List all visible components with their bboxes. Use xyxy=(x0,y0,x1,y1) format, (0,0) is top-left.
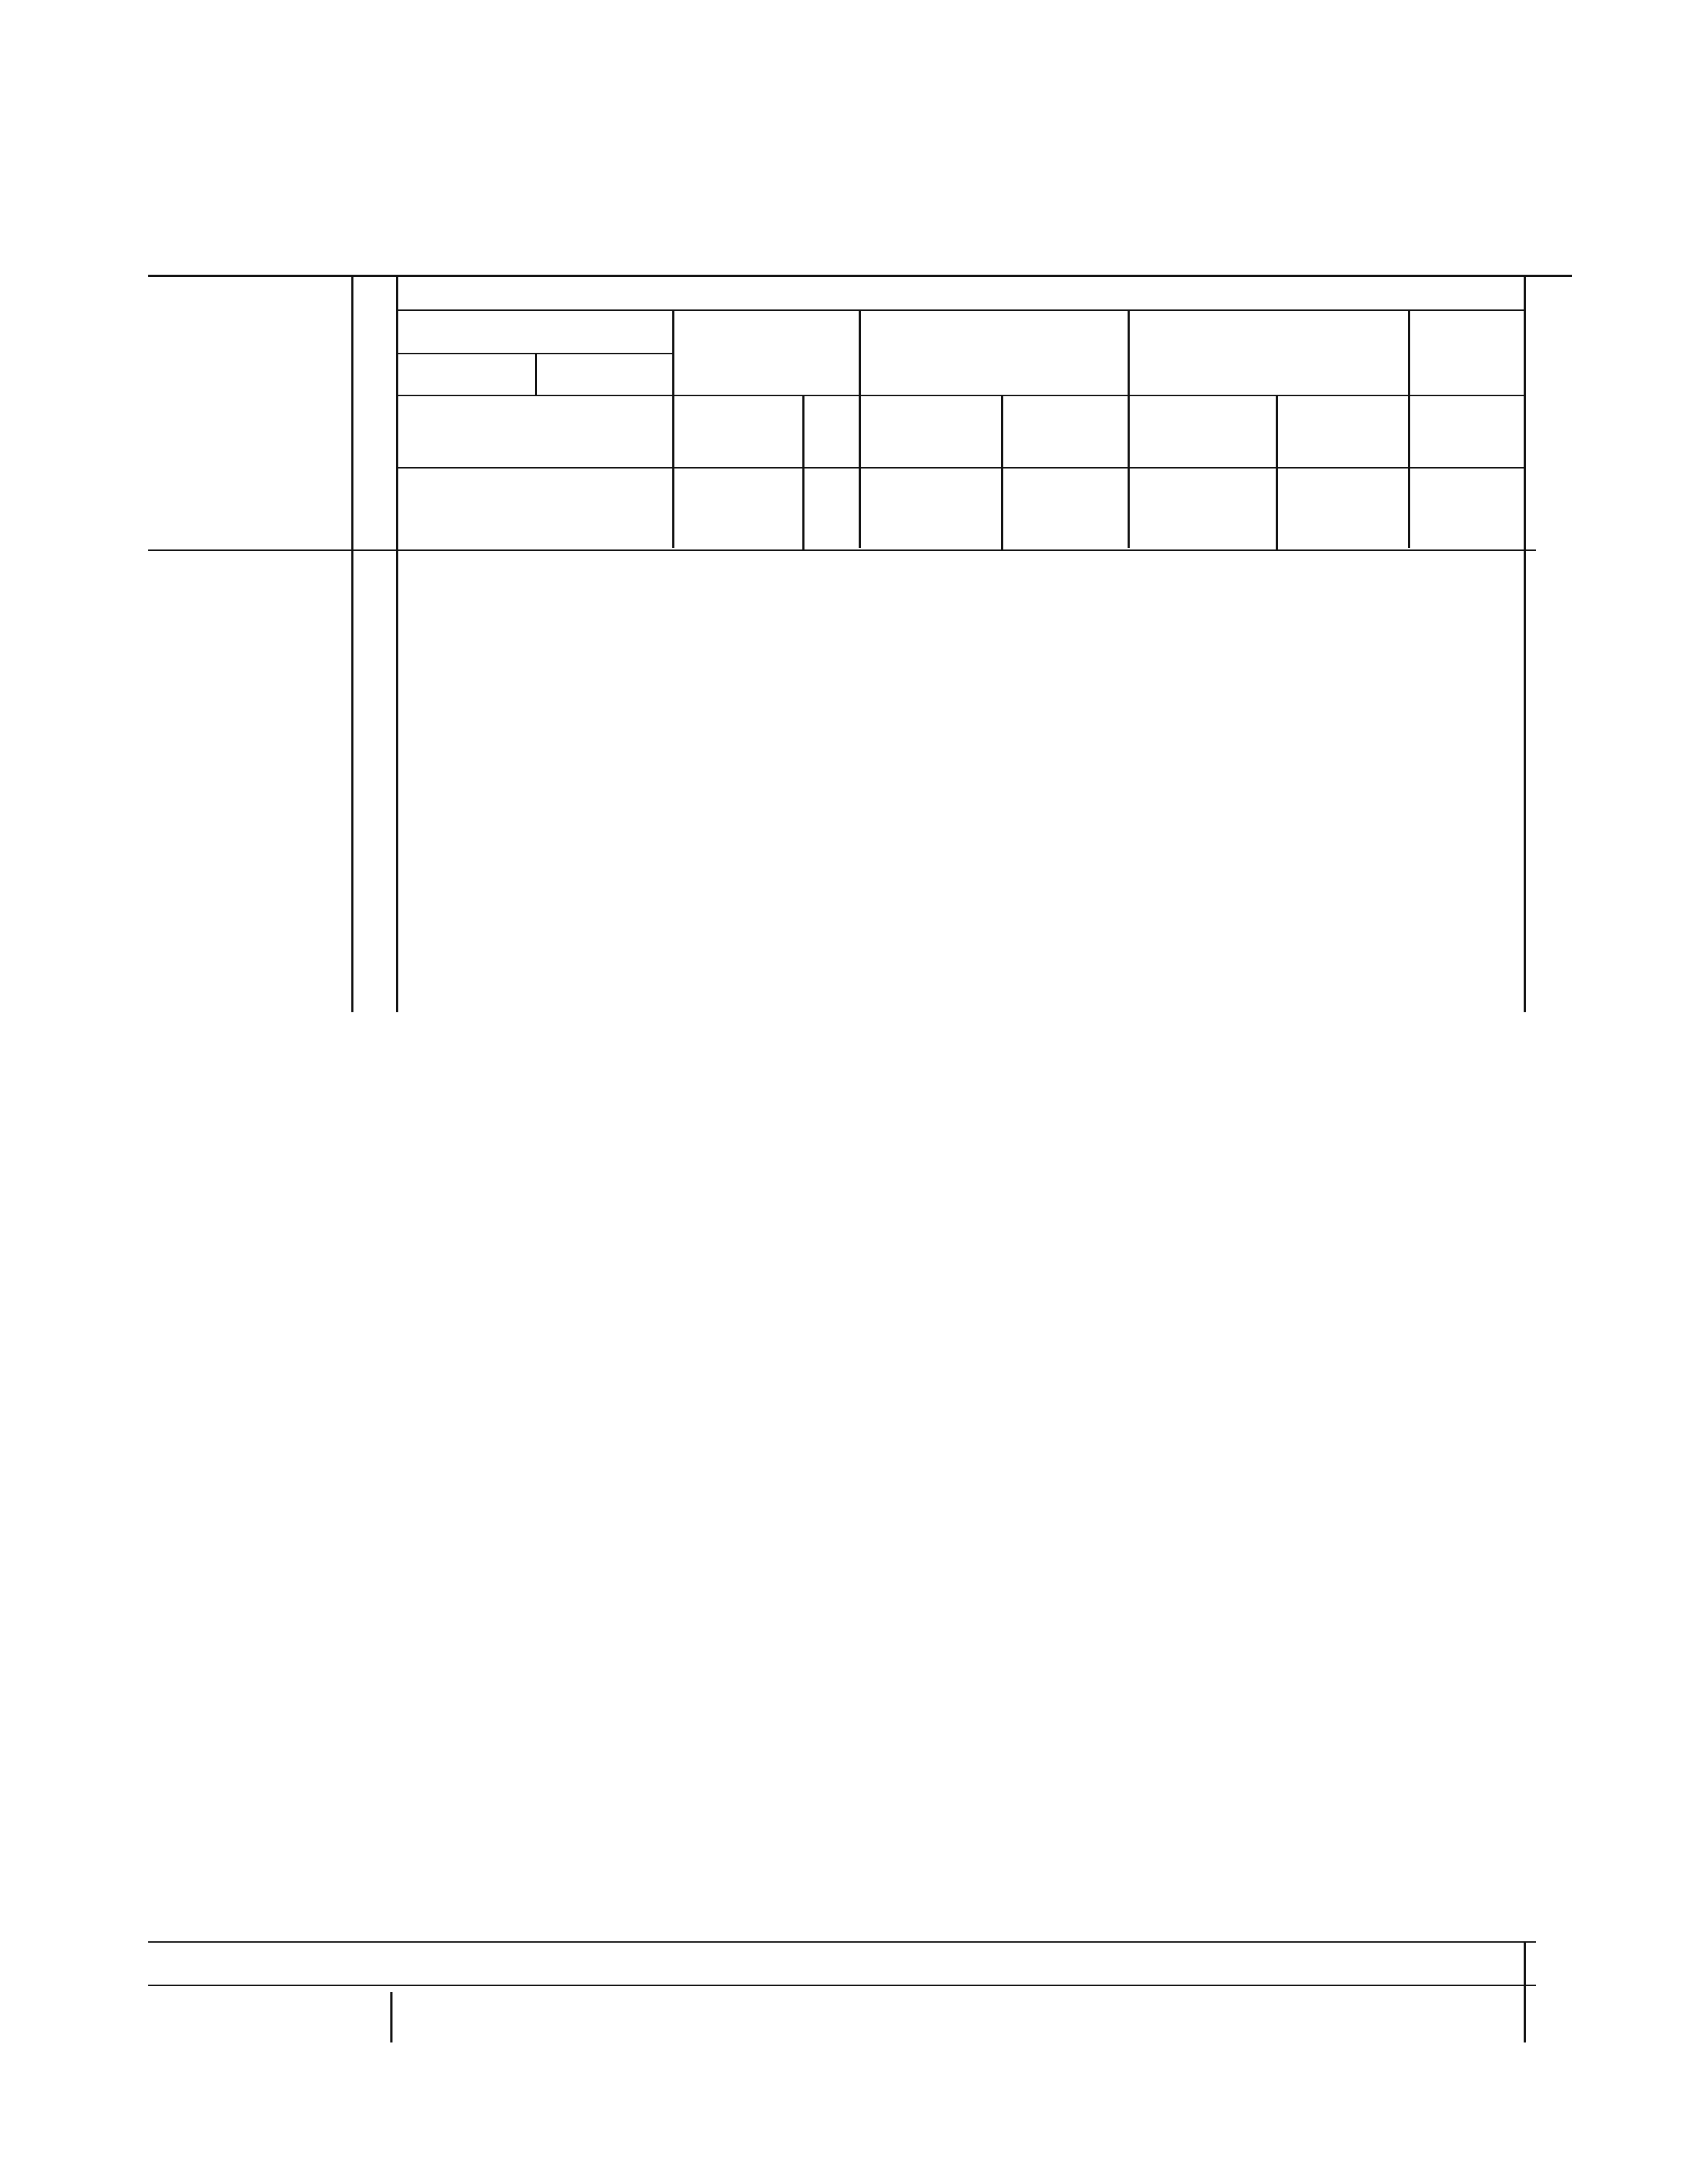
enir-divider xyxy=(390,1992,392,2042)
header-bottom-rule xyxy=(148,549,1536,551)
col-rule xyxy=(859,309,861,548)
col-rule xyxy=(1001,395,1003,549)
col-rule xyxy=(351,275,353,1012)
col-rule xyxy=(396,275,398,1012)
col-rule xyxy=(1524,275,1526,1012)
col-rule xyxy=(1128,309,1130,548)
row-rule xyxy=(396,353,672,354)
kod-grafy-top-rule xyxy=(148,1941,1536,1943)
row-rule xyxy=(396,467,1524,469)
kod-grafy-bottom-rule xyxy=(148,1985,1536,1986)
col-rule xyxy=(1408,309,1410,548)
table-top-rule xyxy=(148,275,1572,277)
col-rule xyxy=(1276,395,1278,549)
col-rule xyxy=(535,353,537,395)
col-rule xyxy=(672,309,674,548)
row-rule xyxy=(396,395,1524,396)
row-rule xyxy=(396,309,1524,311)
col-rule xyxy=(802,395,804,549)
col-rule xyxy=(1524,1941,1526,2042)
